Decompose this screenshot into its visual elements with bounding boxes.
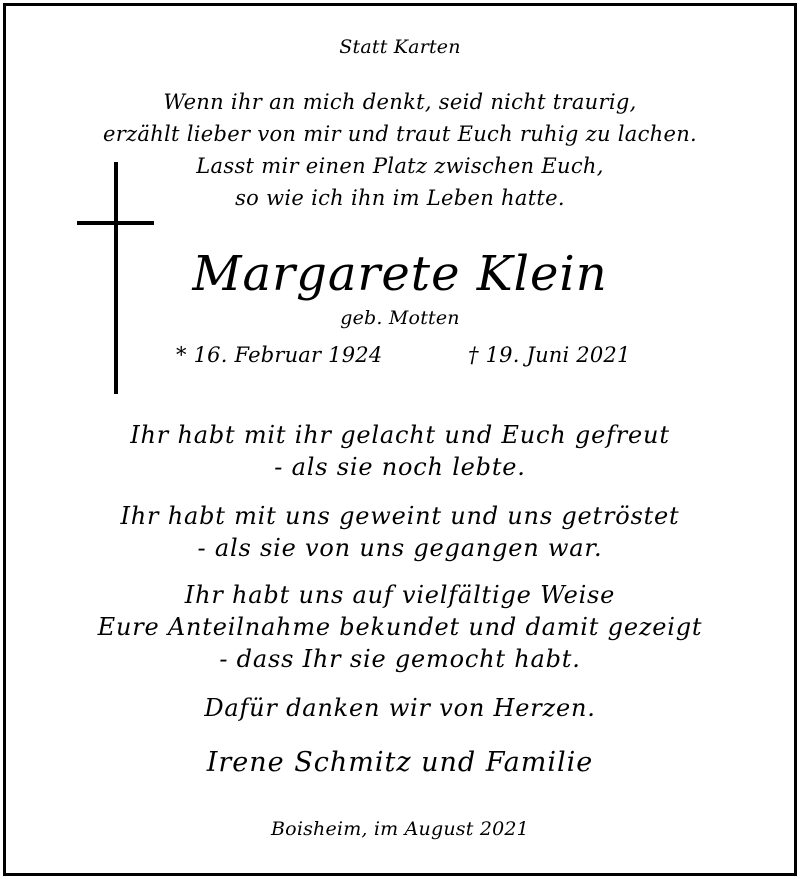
birth-name: geb. Motten [340,307,460,329]
cross-icon-bar [77,221,154,225]
poem-line-4: so wie ich ihn im Leben hatte. [235,186,565,210]
poem-line-2: erzählt lieber von mir und traut Euch ruhig zu lachen. [102,122,698,146]
statt-karten-heading: Statt Karten [339,36,461,58]
thanks-line: Dafür danken wir von Herzen. [204,694,596,722]
deceased-name: Margarete Klein [192,246,608,302]
message-paragraph-2-line-1: Ihr habt mit uns geweint und uns getröstet [120,502,680,530]
poem-line-3: Lasst mir einen Platz zwischen Euch, [196,154,604,178]
place-date: Boisheim, im August 2021 [271,818,529,840]
family-signature: Irene Schmitz und Familie [206,747,594,778]
birth-date: * 16. Februar 1924 [176,343,383,367]
death-date: † 19. Juni 2021 [468,343,631,367]
message-paragraph-3-line-3: - dass Ihr sie gemocht habt. [219,645,581,673]
message-paragraph-2-line-2: - als sie von uns gegangen war. [197,534,603,562]
message-paragraph-3-line-2: Eure Anteilnahme bekundet und damit gezeigt [97,613,703,641]
message-paragraph-3-line-1: Ihr habt uns auf vielfältige Weise [184,581,616,609]
message-paragraph-1-line-2: - als sie noch lebte. [274,453,526,481]
message-paragraph-1-line-1: Ihr habt mit ihr gelacht und Euch gefreut [130,421,670,449]
poem-line-1: Wenn ihr an mich denkt, seid nicht traurig, [163,90,637,114]
